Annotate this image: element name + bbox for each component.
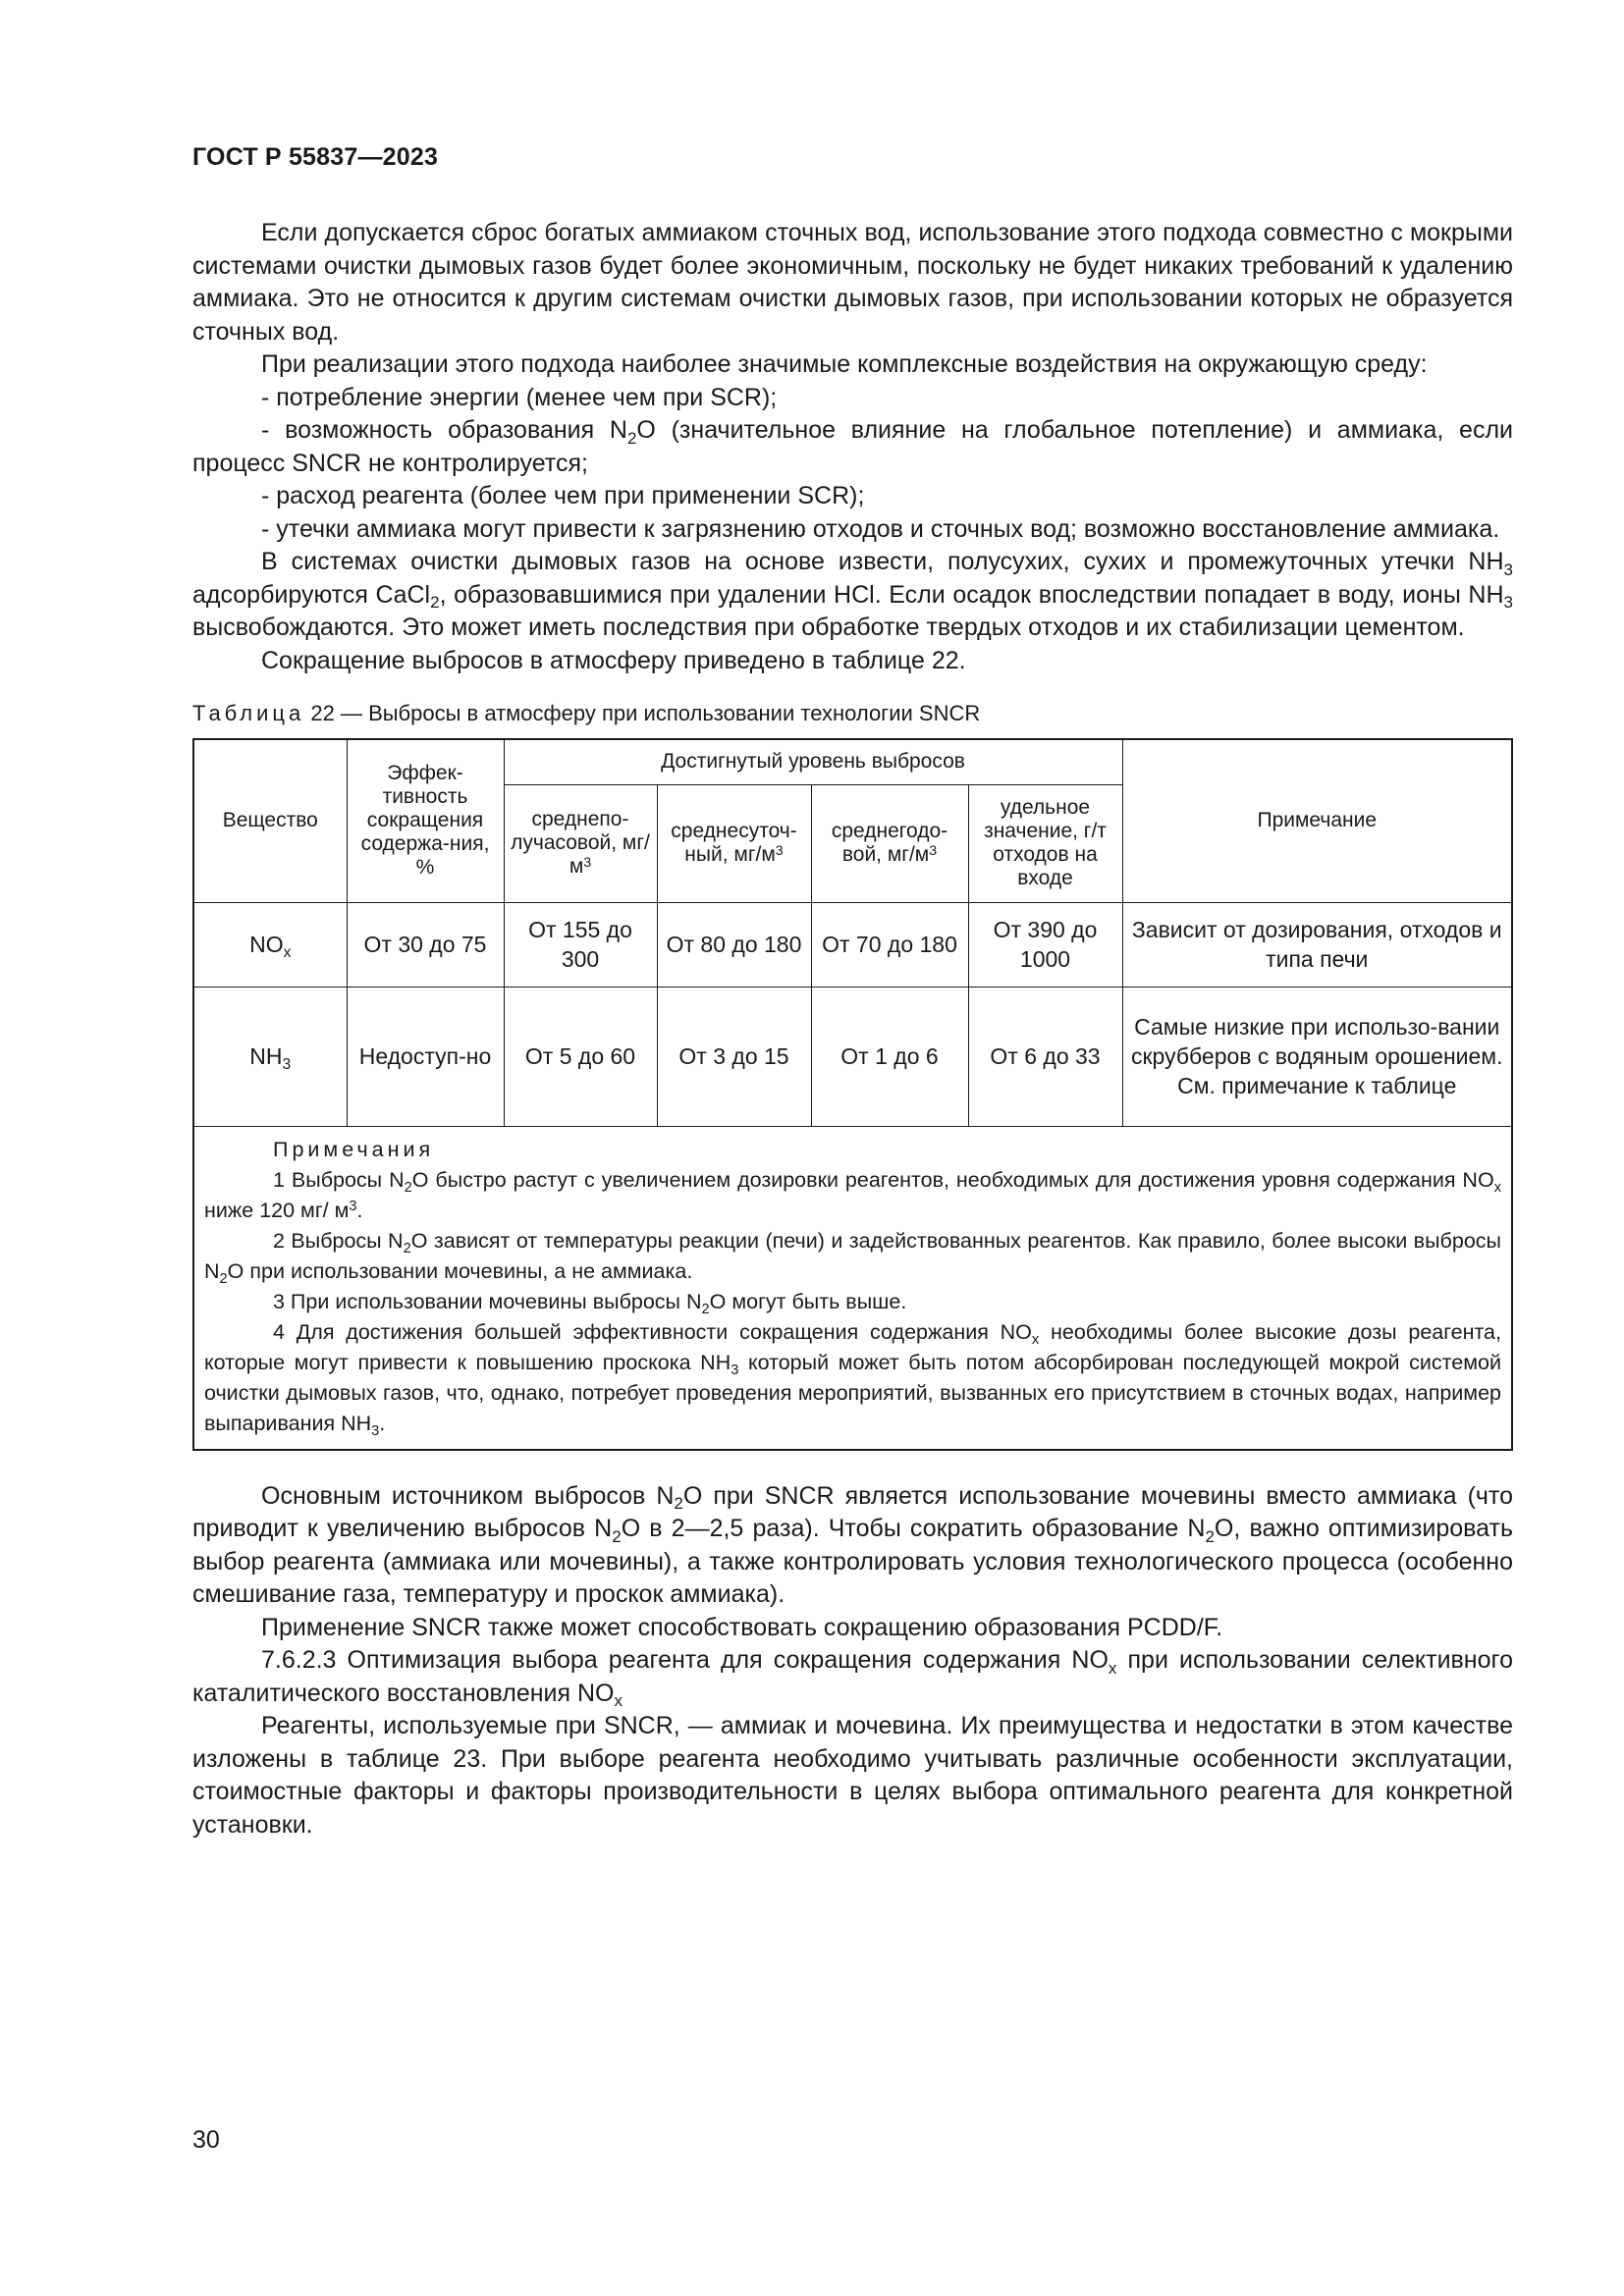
table-row [193,902,1512,987]
paragraph-table-reference: Сокращение выбросов в атмосферу приведено в таблице 22. [261,646,966,674]
cell-note: Зависит от дозирования, отходов и типа печи [1122,902,1512,987]
note-3: 3 При использовании мочевины выбросы $N_2O$ могут быть выше. [273,1289,907,1317]
note-1: 1 Выбросы $N_2O$ быстро растут с увеличением дозировки реагентов, необходимых для достижения уровня содержания $NO_x$ ниже 120 мг/ $м^3$. [204,1167,1501,1222]
cell-specific: От 6 до 33 [968,987,1122,1126]
list-item-reagent: - расход реагента (более чем при применении SCR); [261,482,865,509]
document-id: ГОСТ Р 55837—2023 [192,143,439,171]
header-daily: среднесуточ-ный, $мг/м^3$ [657,784,811,902]
cell-efficiency: Недоступ-но [347,987,504,1126]
paragraph-pcdd: Применение SNCR также может способствовать сокращению образования PCDD/F. [261,1613,1223,1641]
table-row [193,987,1512,1126]
paragraph-nh3-adsorption: В системах очистки дымовых газов на основе извести, полусухих, сухих и промежуточных утечки $NH_3$ адсорбируются CaCl$_2$, образовавшимися при удалении HCl. Если осадок впоследствии попадает в воду, ионы $NH_3$ высвобождаются. Это может иметь последствия при обработке твердых отходов и их стабилизации цементом. [192,548,1514,641]
header-achieved-level: Достигнутый уровень выбросов [504,739,1122,784]
emissions-table [192,738,1513,1451]
cell-efficiency: От 30 до 75 [347,902,504,987]
cell-substance: $NO_x$ [193,902,347,987]
header-efficiency: Эффек-тивность сокращения содержа-ния, % [347,739,504,902]
cell-daily: От 3 до 15 [657,987,811,1126]
table-notes [193,1126,1512,1450]
header-halfhour: среднепо-лучасовой, $мг/м^3$ [504,784,657,902]
notes-title: Примечания [273,1137,435,1161]
document-page [192,143,1513,1842]
cell-halfhour: От 155 до 300 [504,902,657,987]
table-caption: Таблица 22 — Выбросы в атмосферу при использовании технологии SNCR [192,701,981,725]
cell-note: Самые низкие при использо-вании скрубберов с водяным орошением. См. примечание к таблице [1122,987,1512,1126]
cell-daily: От 80 до 180 [657,902,811,987]
cell-yearly: От 1 до 6 [811,987,968,1126]
cell-specific: От 390 до 1000 [968,902,1122,987]
note-2: 2 Выбросы $N_2O$ зависят от температуры реакции (печи) и задействованных реагентов. Как правило, более высоки выбросы $N_2O$ при использовании мочевины, а не аммиака. [204,1228,1501,1287]
list-item-energy: - потребление энергии (менее чем при SCR); [261,383,778,411]
paragraph-n2o-source: Основным источником выбросов $N_2O$ при SNCR является использование мочевины вместо аммиака (что приводит к увеличению выбросов $N_2O$ в 2—2,5 раза). Чтобы сократить образование $N_2O$, важно оптимизировать выбор реагента (аммиака или мочевины), а также контролировать условия технологического процесса (особенно смешивание газа, температуру и проскок аммиака). [192,1481,1513,1608]
list-item-ammonia-leak: - утечки аммиака могут привести к загрязнению отходов и сточных вод; возможно восстановление аммиака. [261,514,1500,543]
table-notes-row [193,1126,1512,1450]
cell-halfhour: От 5 до 60 [504,987,657,1126]
header-specific: удельное значение, г/т отходов на входе [968,784,1122,902]
list-item-n2o: - возможность образования $N_2O$ (значительное влияние на глобальное потепление) и аммиака, если процесс SNCR не контролируется; [192,416,1513,477]
paragraph-wastewater: Если допускается сброс богатых аммиаком сточных вод, использование этого подхода совместно с мокрыми системами очистки дымовых газов будет более экономичным, поскольку не будет никаких требований к удалению аммиака. Это не относится к другим системам очистки дымовых газов, при использовании которых не образуется сточных вод. [192,219,1513,346]
note-4: 4 Для достижения большей эффективности сокращения содержания $NO_x$ необходимы более высокие дозы реагента, которые могут привести к повышению проскока $NH_3$ который может быть потом абсорбирован последующей мокрой системой очистки дымовых газов, что, однако, потребует проведения мероприятий, вызванных его присутствием в сточных водах, например выпаривания $NH_3$. [204,1319,1501,1439]
header-yearly: среднегодо-вой, $мг/м^3$ [811,784,968,902]
paragraph-impacts-intro: При реализации этого подхода наиболее значимые комплексные воздействия на окружающую среду: [261,350,1428,378]
cell-yearly: От 70 до 180 [811,902,968,987]
cell-substance: $NH_3$ [193,987,347,1126]
section-heading-7-6-2-3: 7.6.2.3 Оптимизация выбора реагента для сокращения содержания $NO_x$ при использовании селективного каталитического восстановления $NO_x$ [192,1646,1513,1711]
header-substance: Вещество [193,739,347,902]
page-number: 30 [192,2126,220,2154]
paragraph-reagents: Реагенты, используемые при SNCR, — аммиак и мочевина. Их преимущества и недостатки в этом качестве изложены в таблице 23. При выборе реагента необходимо учитывать различные особенности эксплуатации, стоимостные факторы и факторы производительности в целях выбора оптимального реагента для конкретной установки. [192,1712,1513,1839]
header-note: Примечание [1122,739,1512,902]
